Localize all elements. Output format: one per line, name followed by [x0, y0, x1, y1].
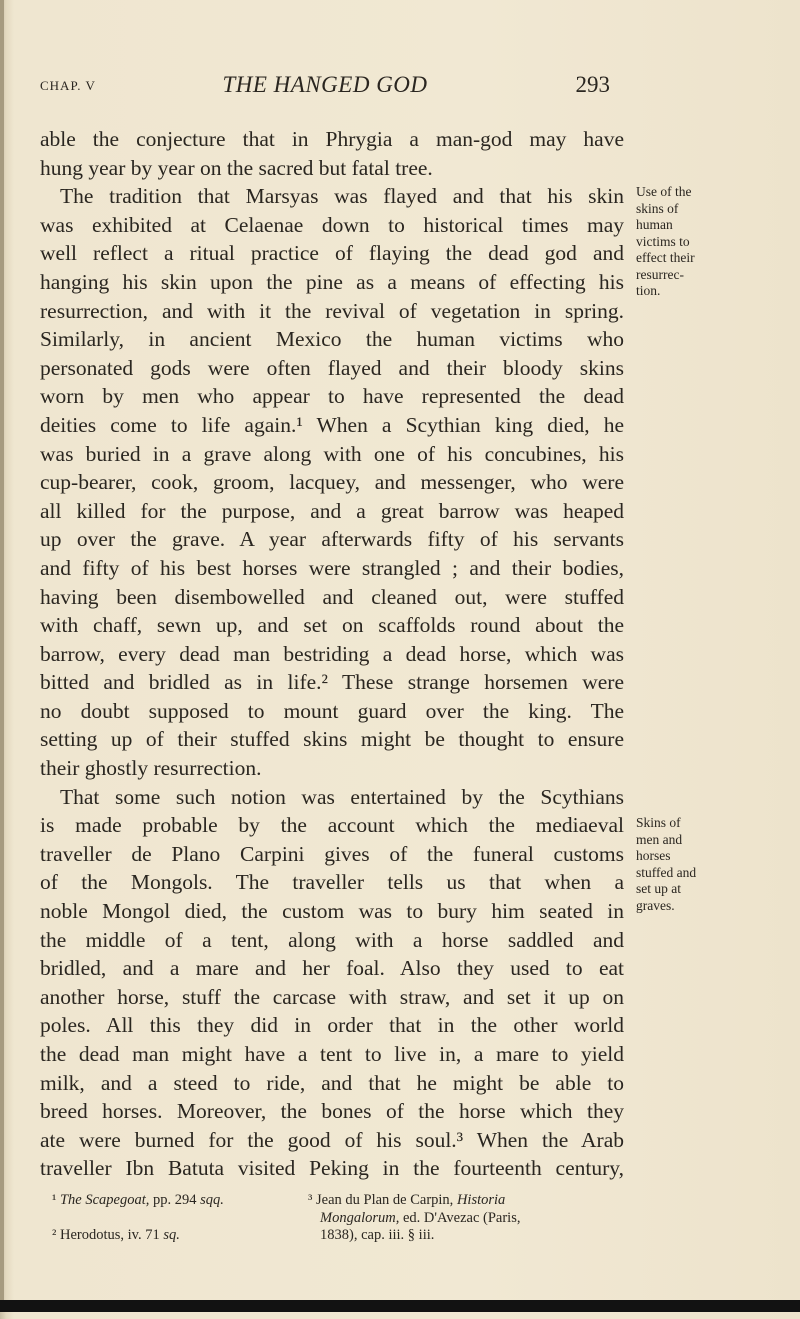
marginal-line: horses — [636, 848, 671, 863]
marginal-line: graves. — [636, 897, 675, 913]
footnote-3-line-3: 1838), cap. iii. § iii. — [320, 1227, 435, 1244]
running-title: THE HANGED GOD — [222, 72, 428, 97]
text-line: the middle of a tent, along with a horse saddled and — [40, 927, 624, 952]
footnote-1 — [52, 1192, 282, 1210]
text-line: up over the grave. A year afterwards fifty of his servants — [40, 527, 624, 552]
marginal-line: Use of the — [636, 184, 692, 199]
footnote-abbrev: sqq. — [200, 1192, 224, 1208]
text-line: well reflect a ritual practice of flaying the dead god and — [40, 241, 624, 266]
text-line: and fifty of his best horses were strangled ; and their bodies, — [40, 555, 624, 580]
text-line: setting up of their stuffed skins might be thought to ensure — [40, 727, 624, 752]
text-line: That some such notion was entertained by the Scythians — [60, 784, 624, 809]
footnote-2 — [52, 1227, 282, 1245]
footnotes-left-column — [52, 1192, 282, 1245]
footnote-title: Mongalorum, — [320, 1209, 400, 1226]
marginal-line: men and — [636, 831, 683, 847]
footnote-text: pp. 294 — [149, 1192, 201, 1208]
footnote-mark: ¹ — [52, 1192, 57, 1208]
text-line: with chaff, sewn up, and set on scaffolds round about the — [40, 613, 624, 638]
scan-bottom-border — [0, 1300, 800, 1312]
text-line: the dead man might have a tent to live in, a mare to yield — [40, 1042, 624, 1066]
marginal-line: resurrec- — [636, 266, 684, 282]
text-line: traveller Ibn Batuta visited Peking in the fourteenth century, — [40, 1156, 624, 1181]
text-line: all killed for the purpose, and a great barrow was heaped — [40, 498, 624, 523]
chapter-label: CHAP. V — [40, 78, 96, 93]
footnote-abbrev: sq. — [163, 1227, 180, 1244]
marginal-line: Skins of — [636, 815, 681, 830]
footnote-spacer — [52, 1210, 282, 1228]
text-line: noble Mongol died, the custom was to bury him seated in — [40, 899, 624, 924]
text-line: poles. All this they did in order that in the other world — [40, 1013, 624, 1038]
text-line: ate were burned for the good of his soul.³ When the Arab — [40, 1127, 624, 1152]
text-line: having been disembowelled and cleaned out, were stuffed — [40, 584, 624, 609]
footnote-3-line-2 — [308, 1210, 628, 1228]
text-line: The tradition that Marsyas was flayed and that his skin — [60, 184, 624, 209]
marginal-line: victims to — [636, 233, 690, 249]
text-line: another horse, stuff the carcase with straw, and set it up on — [40, 984, 624, 1009]
text-line: bitted and bridled as in life.² These strange horsemen were — [40, 670, 624, 695]
text-line: deities come to life again.¹ When a Scythian king died, he — [40, 412, 624, 437]
text-line: cup-bearer, cook, groom, lacquey, and messenger, who were — [40, 470, 624, 495]
text-line: Similarly, in ancient Mexico the human victims who — [40, 327, 624, 352]
marginal-line: effect their — [636, 250, 695, 265]
text-line: hung year by year on the sacred but fatal tree. — [40, 155, 433, 180]
body-text — [40, 125, 624, 1183]
text-line: personated gods were often flayed and their bloody skins — [40, 355, 624, 380]
text-line: is made probable by the account which the mediaeval — [40, 813, 624, 838]
text-line: traveller de Plano Carpini gives of the funeral customs — [40, 841, 624, 866]
text-line: was buried in a grave along with one of his concubines, his — [40, 441, 624, 466]
marginal-note-skins — [636, 815, 736, 914]
text-line: their ghostly resurrection. — [40, 756, 262, 781]
page-number: 293 — [575, 72, 610, 97]
running-header — [40, 70, 610, 110]
page-binding-edge — [0, 0, 4, 1300]
footnote-3 — [308, 1192, 628, 1210]
marginal-line: set up at — [636, 881, 681, 896]
text-line: milk, and a steed to ride, and that he might be able to — [40, 1070, 624, 1095]
text-line: barrow, every dead man bestriding a dead horse, which was — [40, 641, 624, 666]
text-line: breed horses. Moreover, the bones of the horse which they — [40, 1099, 624, 1124]
footnote-mark: ² — [52, 1227, 57, 1244]
marginal-note-flaying — [636, 184, 736, 300]
text-line: of the Mongols. The traveller tells us that when a — [40, 870, 624, 895]
text-line: hanging his skin upon the pine as a means of effecting his — [40, 269, 624, 294]
marginal-line: tion. — [636, 283, 661, 298]
marginal-line: skins of — [636, 200, 679, 216]
text-line: worn by men who appear to have represented the dead — [40, 384, 624, 409]
text-line: able the conjecture that in Phrygia a man-god may have — [40, 127, 624, 151]
text-line: no doubt supposed to mount guard over the king. The — [40, 698, 624, 723]
footnote-title: The Scapegoat, — [59, 1192, 150, 1208]
footnote-text: ed. D'Avezac (Paris, — [399, 1209, 521, 1226]
text-line: resurrection, and with it the revival of vegetation in spring. — [40, 298, 624, 323]
footnote-mark: ³ — [308, 1192, 313, 1208]
marginal-line: human — [636, 217, 673, 232]
footnote-text: Herodotus, iv. 71 — [56, 1227, 164, 1244]
footnotes-right-column — [308, 1192, 628, 1245]
footnote-text: Jean du Plan de Carpin, — [312, 1192, 457, 1208]
footnote-title: Historia — [456, 1192, 506, 1208]
marginal-line: stuffed and — [636, 864, 697, 880]
text-line: was exhibited at Celaenae down to historical times may — [40, 212, 624, 237]
text-line: bridled, and a mare and her foal. Also they used to eat — [40, 956, 624, 981]
